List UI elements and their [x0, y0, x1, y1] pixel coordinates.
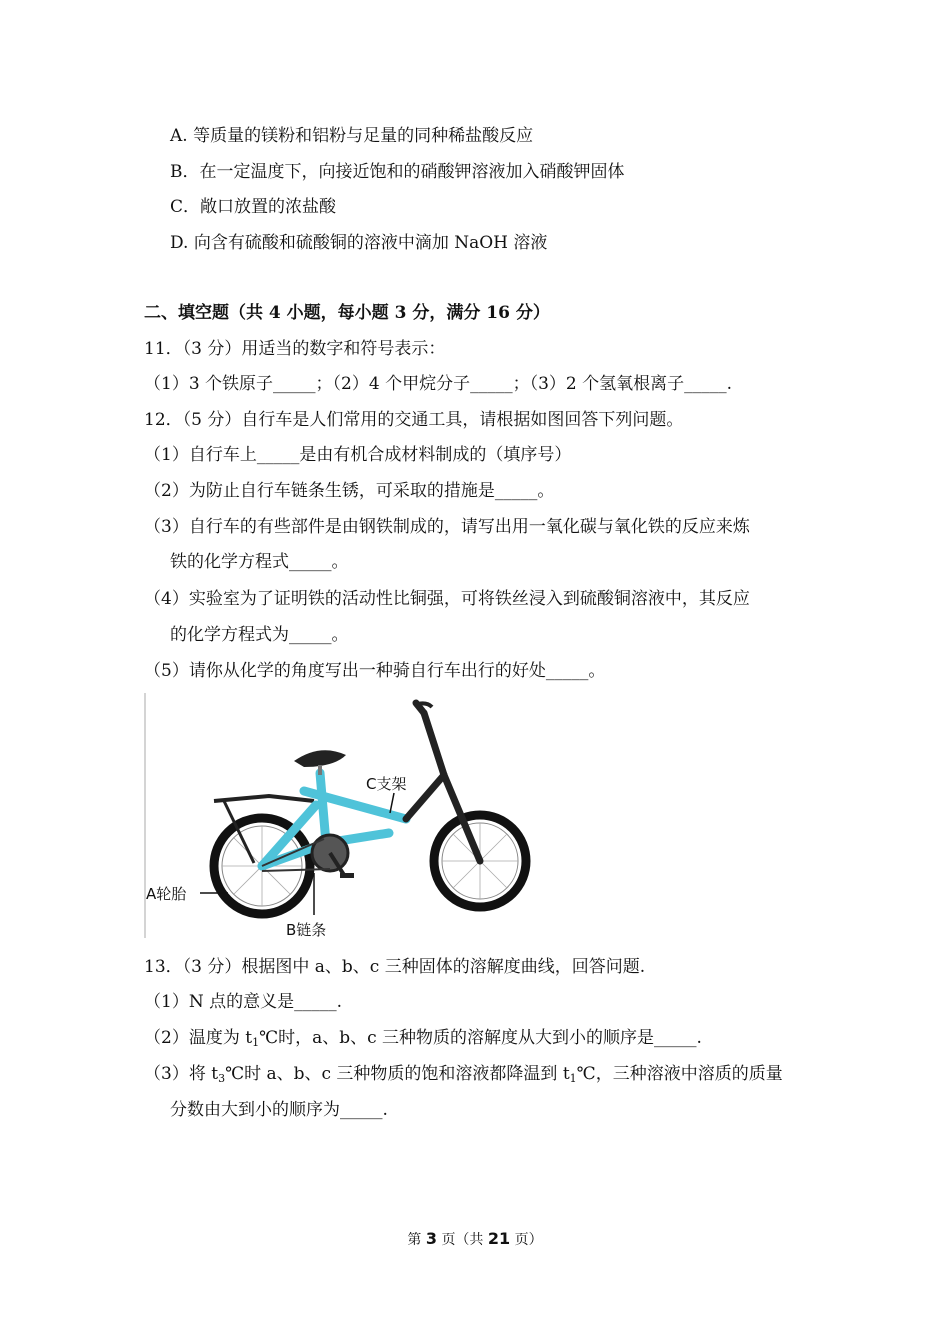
q13-part3b: 分数由大到小的顺序为_____. — [170, 1100, 388, 1120]
label-b-chain: B链条 — [286, 921, 327, 939]
option-c: C．敞口放置的浓盐酸 — [170, 197, 337, 217]
label-a-tire: A轮胎 — [146, 885, 187, 903]
q12-part5: （5）请你从化学的角度写出一种骑自行车出行的好处_____。 — [144, 661, 606, 681]
page-footer: 第 3 页（共 21 页） — [407, 1229, 543, 1248]
q12-part4a: （4）实验室为了证明铁的活动性比铜强，可将铁丝浸入到硫酸铜溶液中，其反应 — [144, 589, 750, 609]
page-number: 3 — [425, 1229, 437, 1248]
q12-part4b: 的化学方程式为_____。 — [170, 625, 349, 645]
option-d: D. 向含有硫酸和硫酸铜的溶液中滴加 NaOH 溶液 — [170, 233, 548, 253]
q11-line1: （1）3 个铁原子_____；（2）4 个甲烷分子_____；（3）2 个氢氧根离子_____. — [144, 374, 733, 394]
q13-part3a: （3）将 $t_3℃$时 a、b、c 三种物质的饱和溶液都降温到 $t_1℃$，三种溶液中溶质的质量 — [144, 1064, 783, 1085]
q11-stem: 11．（3 分）用适当的数字和符号表示： — [144, 339, 446, 359]
q13-part1: （1）N 点的意义是_____. — [144, 992, 342, 1012]
option-a: A. 等质量的镁粉和铝粉与足量的同种稀盐酸反应 — [170, 126, 534, 146]
q13-stem: 13．（3 分）根据图中 a、b、c 三种固体的溶解度曲线，回答问题. — [144, 957, 646, 977]
q12-part3b: 铁的化学方程式_____。 — [170, 552, 349, 572]
bicycle-figure — [144, 693, 534, 943]
section-title: 二、填空题（共 4 小题，每小题 3 分，满分 16 分） — [144, 303, 550, 323]
total-pages: 21 — [487, 1229, 511, 1248]
option-b: B．在一定温度下，向接近饱和的硝酸钾溶液加入硝酸钾固体 — [170, 162, 625, 182]
q12-stem: 12．（5 分）自行车是人们常用的交通工具，请根据如图回答下列问题。 — [144, 410, 684, 430]
q12-part1: （1）自行车上_____是由有机合成材料制成的（填序号） — [144, 445, 572, 465]
label-c-frame: C支架 — [366, 775, 407, 793]
q12-part3a: （3）自行车的有些部件是由钢铁制成的，请写出用一氧化碳与氧化铁的反应来炼 — [144, 517, 750, 537]
q13-part2: （2）温度为 $t_1℃$时，a、b、c 三种物质的溶解度从大到小的顺序是_____. — [144, 1028, 702, 1049]
q12-part2: （2）为防止自行车链条生锈，可采取的措施是_____。 — [144, 481, 555, 501]
